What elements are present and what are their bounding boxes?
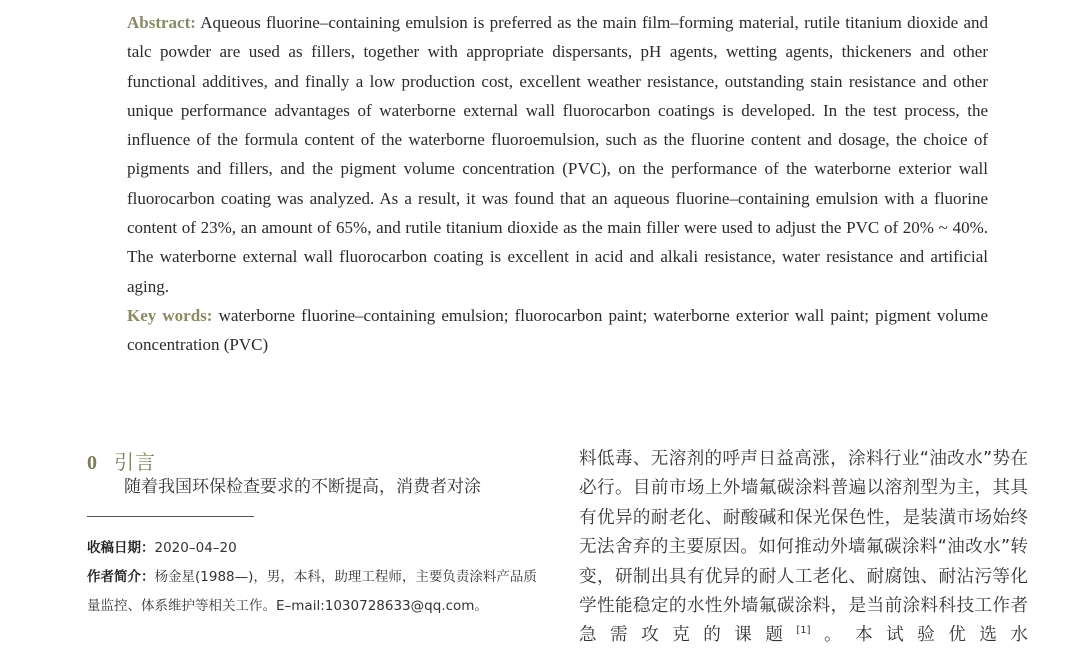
abstract-text: Aqueous fluorine–containing emulsion is preferred as the main film–forming material, rutile titanium dioxide and talc powder are used as fillers, together with appropriate dispersants, pH agents, wetting agents, thickeners and other functional additives, and finally a low production cost, excellent weather resistance, outstanding stain resistance and other unique performance advantages of waterborne external wall fluorocarbon coatings is developed. In the test process, the influence of the formula content of the waterborne fluoroemulsion, such as the fluorine content and dosage, the choice of pigments and fillers, and the pigment volume concentration (PVC), on the performance of the waterborne exterior wall fluorocarbon coating was analyzed. As a result, it was found that an aqueous fluorine–containing emulsion with a fluorine content of 23%, an amount of 65%, and rutile titanium dioxide as the main filler were used to adjust the PVC of 20% ~ 40%. The waterborne external wall fluorocarbon coating is excellent in acid and alkali resistance, water resistance and artificial aging. bbox=[127, 13, 989, 296]
section-heading bbox=[87, 446, 156, 475]
footnote-divider bbox=[87, 516, 254, 517]
abstract-paragraph bbox=[127, 8, 988, 301]
section-number: 0 bbox=[87, 452, 98, 474]
abstract-block bbox=[127, 8, 988, 360]
received-date: 2020–04–20 bbox=[154, 540, 237, 556]
intro-paragraph-left: 随着我国环保检查要求的不断提高，消费者对涂 bbox=[124, 477, 481, 497]
keywords-text: waterborne fluorine–containing emulsion; fluorocarbon paint; waterborne exterior wall paint; pigment volume concentration (PVC) bbox=[127, 305, 989, 355]
author-info: 杨金星(1988—)，男，本科，助理工程师，主要负责涂料产品质量监控、体系维护等相关工作。E–mail:1030728633@qq.com。 bbox=[87, 569, 537, 614]
keywords-label: Key words: bbox=[127, 305, 213, 325]
right-text-before-cite: 料低毒、无溶剂的呼声日益高涨，涂料行业“油改水”势在必行。目前市场上外墙氟碳涂料普遍以溶剂型为主，其具有优异的耐老化、耐酸碱和保光保色性，是装潢市场始终无法舍弃的主要原因。如何推动外墙氟碳涂料“油改水”转变，研制出具有优异的耐人工老化、耐腐蚀、耐沾污等化学性能稳定的水性外墙氟碳涂料，是当前涂料科技工作者急需攻克的课题 bbox=[579, 449, 1028, 646]
author-line bbox=[87, 563, 539, 621]
right-text-after-cite: 。本试验优选水 bbox=[810, 625, 1028, 646]
abstract-label: Abstract: bbox=[127, 13, 196, 32]
citation-marker[interactable]: [1] bbox=[796, 625, 811, 637]
section-title: 引言 bbox=[114, 450, 156, 474]
received-label: 收稿日期： bbox=[87, 540, 155, 556]
author-label: 作者简介： bbox=[87, 569, 155, 585]
intro-paragraph-right bbox=[579, 445, 1028, 652]
received-line bbox=[87, 534, 539, 563]
footnote-block bbox=[87, 534, 539, 621]
keywords-paragraph bbox=[127, 301, 988, 360]
